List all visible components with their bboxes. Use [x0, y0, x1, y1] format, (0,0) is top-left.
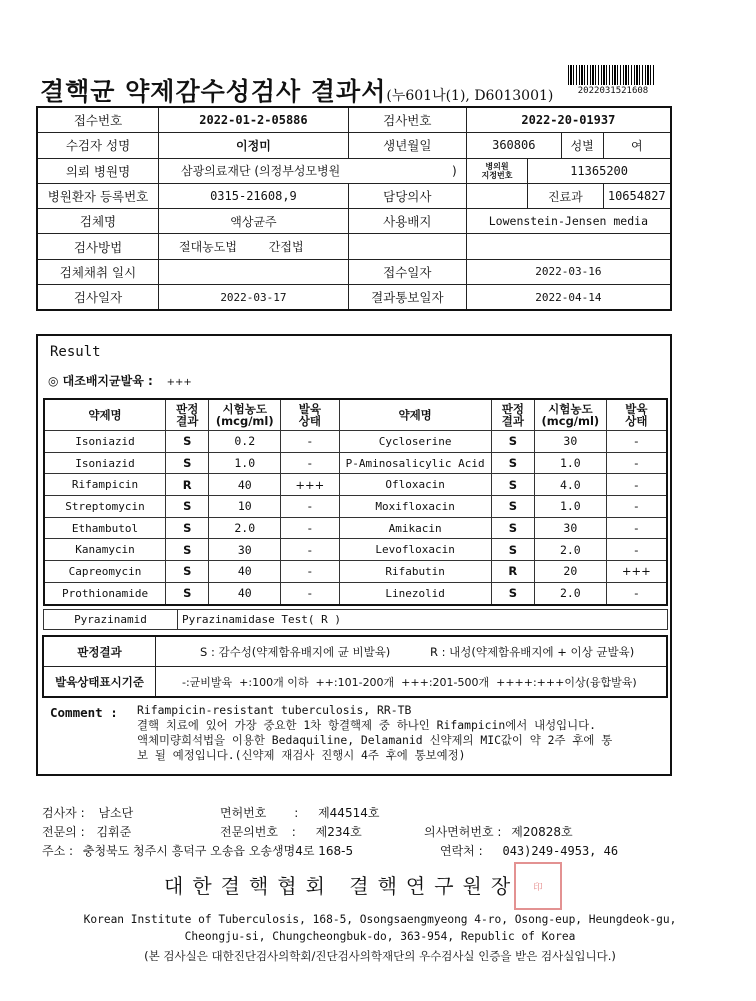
table-row	[44, 474, 667, 496]
info-row	[37, 133, 671, 158]
header-conc-2: (mcg/ml)	[215, 414, 274, 428]
table-row	[43, 667, 667, 698]
table-row	[44, 496, 667, 518]
method-label: 검사방법	[37, 234, 159, 259]
drug-res-cell: S	[491, 496, 534, 518]
organization-name: 대한결핵협회 결핵연구원장	[164, 874, 520, 898]
drug-drug-cell: Kanamycin	[44, 539, 166, 561]
license-no: 제44514호	[318, 806, 380, 820]
drug-susceptibility-table	[43, 398, 668, 606]
seal-text: 印	[533, 882, 543, 893]
header-conc	[209, 399, 281, 431]
english-address	[30, 911, 730, 945]
method-cell	[159, 234, 349, 259]
drug-growth-cell: -	[606, 496, 667, 518]
drug-growth-cell: -	[606, 452, 667, 474]
empty-cell	[466, 234, 671, 259]
drug-conc-cell: 30	[209, 539, 281, 561]
drug-conc-cell: 1.0	[535, 496, 607, 518]
specialist: 김휘준	[96, 825, 132, 839]
dob: 360806	[466, 133, 561, 158]
header-conc-1: 시험농도	[222, 402, 267, 416]
doc-license-line	[424, 823, 573, 840]
drug-conc-cell: 1.0	[209, 452, 281, 474]
drug-conc-cell: 2.0	[535, 539, 607, 561]
examiner-line	[42, 804, 133, 821]
drug-conc-cell: 30	[535, 517, 607, 539]
inst-code-label: 병의원 지정번호	[466, 158, 527, 183]
drug-res-cell: S	[166, 582, 209, 604]
header-growth-2: 상태	[298, 414, 321, 428]
address: 충청북도 청주시 흥덕구 오송읍 오송생명4로 168-5	[82, 844, 354, 858]
result-title: Result	[50, 344, 101, 360]
certification-note: (본 검사실은 대한진단검사의학회/진단검사의학재단의 우수검사실 인증을 받은 검사실입니다.)	[144, 949, 616, 963]
drug-drug-cell: Moxifloxacin	[339, 496, 491, 518]
sex: 여	[603, 133, 671, 158]
inst-code: 11365200	[528, 158, 671, 183]
dept-label: 진료과	[528, 183, 603, 208]
header-growth	[281, 399, 340, 431]
drug-growth-cell: -	[281, 431, 340, 453]
drug-growth-cell: -	[281, 452, 340, 474]
table-row	[44, 582, 667, 604]
legend-table	[42, 635, 668, 698]
drug-drug-cell: Cycloserine	[339, 431, 491, 453]
hospital-cell	[159, 158, 467, 183]
table-row	[44, 517, 667, 539]
colony-value: +++	[166, 377, 192, 388]
method-1: 절대농도법	[179, 240, 237, 255]
drug-growth-cell: -	[606, 431, 667, 453]
license-line	[220, 804, 379, 821]
address-label: 주소 :	[42, 844, 74, 858]
header-judgement-2: 결과	[501, 414, 524, 428]
drug-drug-cell: Ethambutol	[44, 517, 166, 539]
drug-growth-cell: -	[281, 517, 340, 539]
hospital-close: )	[452, 164, 457, 179]
header-conc-1: 시험농도	[548, 402, 593, 416]
colony-label: ◎ 대조배지균발육 :	[48, 374, 153, 388]
judgement-r: R : 내성(약제함유배지에 + 이상 균발육)	[429, 644, 635, 659]
header-growth-1: 발육	[625, 402, 648, 416]
seal-stamp-icon	[514, 862, 562, 910]
spec-no-label: 전문의번호	[220, 825, 278, 839]
info-row	[37, 259, 671, 284]
comment-line: 결핵 치료에 있어 가장 중요한 1차 항결핵제 중 하나인 Rifampicin에서 내성입니다.	[137, 718, 596, 732]
header-drug: 약제명	[44, 399, 166, 431]
drug-res-cell: S	[166, 431, 209, 453]
doctor	[466, 183, 527, 208]
receipt-no: 2022-01-2-05886	[159, 107, 349, 133]
drug-conc-cell: 30	[535, 431, 607, 453]
test-no-label: 검사번호	[348, 107, 466, 133]
growth-legend: -:균비발육 +:100개 이하 ++:101-200개 +++:201-500개 ++++:+++이상(융합발육)	[156, 667, 668, 698]
drug-conc-cell: 20	[535, 561, 607, 583]
header-judgement-1: 판정	[501, 402, 524, 416]
drug-conc-cell: 40	[209, 582, 281, 604]
drug-drug-cell: Isoniazid	[44, 431, 166, 453]
drug-drug-cell: Prothionamide	[44, 582, 166, 604]
drug-growth-cell: +++	[281, 474, 340, 496]
spec-no-sep: :	[291, 825, 296, 839]
info-row	[37, 234, 671, 259]
table-row	[44, 539, 667, 561]
drug-growth-cell: -	[606, 517, 667, 539]
drug-conc-cell: 2.0	[209, 517, 281, 539]
drug-growth-cell: -	[606, 539, 667, 561]
drug-drug-cell: Rifabutin	[339, 561, 491, 583]
doctor-label: 담당의사	[348, 183, 466, 208]
drug-drug-cell: Isoniazid	[44, 452, 166, 474]
drug-drug-cell: P-Aminosalicylic Acid	[339, 452, 491, 474]
drug-drug-cell: Levofloxacin	[339, 539, 491, 561]
drug-conc-cell: 4.0	[535, 474, 607, 496]
license-sep: :	[294, 806, 299, 820]
name-label: 수검자 성명	[37, 133, 159, 158]
header-growth-1: 발육	[298, 402, 321, 416]
drug-res-cell: S	[166, 561, 209, 583]
drug-res-cell: S	[166, 539, 209, 561]
judgement-label: 판정결과	[43, 636, 156, 667]
drug-res-cell: R	[166, 474, 209, 496]
pyrazinamide-row	[43, 609, 668, 630]
method-2: 간접법	[268, 240, 304, 255]
contact-line	[440, 842, 618, 859]
english-address-line: Korean Institute of Tuberculosis, 168-5, Osongsaengmyeong 4-ro, Osong-eup, Heungdeok-gu,	[83, 913, 677, 926]
drug-drug-cell: Ofloxacin	[339, 474, 491, 496]
table-row	[44, 610, 668, 630]
pza-label: Pyrazinamid	[44, 610, 178, 630]
doc-license-label: 의사면허번호 :	[424, 825, 502, 839]
receipt-no-label: 접수번호	[37, 107, 159, 133]
sex-label: 성별	[561, 133, 603, 158]
drug-res-cell: S	[491, 474, 534, 496]
collect-date-label: 검체채취 일시	[37, 259, 159, 284]
info-row	[37, 183, 671, 208]
spec-no-line	[220, 823, 362, 840]
hospital-label: 의뢰 병원명	[37, 158, 159, 183]
table-row	[44, 561, 667, 583]
comment-line: 보 될 예정입니다.(신약제 재검사 진행시 4주 후에 통보예정)	[137, 748, 466, 762]
info-row	[37, 285, 671, 311]
drug-conc-cell: 0.2	[209, 431, 281, 453]
dob-label: 생년월일	[348, 133, 466, 158]
specialist-line	[42, 823, 131, 840]
drug-drug-cell: Rifampicin	[44, 474, 166, 496]
title-main: 결핵균 약제감수성검사 결과서	[40, 77, 387, 106]
barcode-icon	[568, 65, 656, 85]
drug-res-cell: S	[166, 452, 209, 474]
drug-growth-cell: -	[606, 474, 667, 496]
table-row	[44, 431, 667, 453]
drug-drug-cell: Streptomycin	[44, 496, 166, 518]
judgement-s: S : 감수성(약제함유배지에 균 비발육)	[200, 644, 391, 659]
specimen: 액상균주	[159, 209, 349, 234]
address-line	[42, 842, 353, 859]
spec-no: 제234호	[315, 825, 362, 839]
test-date-label: 검사일자	[37, 285, 159, 311]
comment-line: Rifampicin-resistant tuberculosis, RR-TB	[137, 703, 412, 717]
drug-res-cell: S	[491, 431, 534, 453]
comment-label: Comment :	[50, 705, 118, 720]
drug-res-cell: R	[491, 561, 534, 583]
test-no: 2022-20-01937	[466, 107, 671, 133]
table-header	[44, 399, 667, 431]
receive-date: 2022-03-16	[466, 259, 671, 284]
drug-growth-cell: -	[281, 496, 340, 518]
drug-conc-cell: 10	[209, 496, 281, 518]
english-address-line: Cheongju-si, Chungcheongbuk-do, 363-954, Republic of Korea	[184, 930, 576, 943]
info-row	[37, 107, 671, 133]
info-row	[37, 158, 671, 183]
drug-growth-cell: -	[281, 582, 340, 604]
header-judgement	[491, 399, 534, 431]
drug-res-cell: S	[491, 517, 534, 539]
drug-res-cell: S	[166, 496, 209, 518]
drug-res-cell: S	[166, 517, 209, 539]
drug-conc-cell: 40	[209, 561, 281, 583]
drug-conc-cell: 2.0	[535, 582, 607, 604]
table-row	[44, 452, 667, 474]
pza-value: Pyrazinamidase Test( R )	[178, 610, 668, 630]
drug-conc-cell: 40	[209, 474, 281, 496]
drug-growth-cell: -	[281, 561, 340, 583]
drug-drug-cell: Capreomycin	[44, 561, 166, 583]
header-judgement-1: 판정	[176, 402, 199, 416]
colony-growth	[48, 372, 192, 389]
drug-conc-cell: 1.0	[535, 452, 607, 474]
header-judgement	[166, 399, 209, 431]
drug-drug-cell: Linezolid	[339, 582, 491, 604]
info-row	[37, 209, 671, 234]
drug-growth-cell: -	[606, 582, 667, 604]
patient-reg: 0315-21608,9	[159, 183, 349, 208]
header-conc	[535, 399, 607, 431]
comment-line: 액체미량희석법을 이용한 Bedaquiline, Delamanid 신약제의 MIC값이 약 2주 후에 통	[137, 733, 613, 747]
drug-res-cell: S	[491, 582, 534, 604]
medium: Lowenstein-Jensen media	[466, 209, 671, 234]
growth-label: 발육상태표시기준	[43, 667, 156, 698]
drug-drug-cell: Amikacin	[339, 517, 491, 539]
drug-growth-cell: -	[281, 539, 340, 561]
barcode-number: 2022031521608	[577, 86, 649, 96]
title-code: (누601나(1), D6013001)	[386, 88, 554, 104]
hospital-name: 삼광의료재단 (의정부성모병원	[181, 164, 341, 179]
doc-license: 제20828호	[511, 825, 573, 839]
receive-date-label: 접수일자	[348, 259, 466, 284]
specimen-label: 검체명	[37, 209, 159, 234]
collect-date	[159, 259, 349, 284]
header-growth	[606, 399, 667, 431]
drug-res-cell: S	[491, 452, 534, 474]
patient-name: 이정미	[159, 133, 349, 158]
header-drug: 약제명	[339, 399, 491, 431]
header-growth-2: 상태	[625, 414, 648, 428]
drug-table-body	[44, 431, 667, 605]
patient-reg-label: 병원환자 등록번호	[37, 183, 159, 208]
contact: 043)249-4953, 46	[502, 844, 619, 858]
medium-label: 사용배지	[348, 209, 466, 234]
table-row	[43, 636, 667, 667]
drug-growth-cell: +++	[606, 561, 667, 583]
judgement-criteria	[156, 636, 668, 667]
report-date-label: 결과통보일자	[348, 285, 466, 311]
report-date: 2022-04-14	[466, 285, 671, 311]
test-date: 2022-03-17	[159, 285, 349, 311]
header-conc-2: (mcg/ml)	[541, 414, 600, 428]
contact-label: 연락처 :	[440, 844, 483, 858]
examiner: 남소단	[98, 806, 134, 820]
document-title	[40, 72, 553, 108]
dept: 10654827	[603, 183, 671, 208]
license-label: 면허번호	[220, 806, 267, 820]
specialist-label: 전문의 :	[42, 825, 85, 839]
examiner-label: 검사자 :	[42, 806, 85, 820]
empty-cell	[348, 234, 466, 259]
header-judgement-2: 결과	[176, 414, 199, 428]
drug-res-cell: S	[491, 539, 534, 561]
patient-info-table	[36, 106, 672, 311]
comment-text	[137, 703, 667, 763]
